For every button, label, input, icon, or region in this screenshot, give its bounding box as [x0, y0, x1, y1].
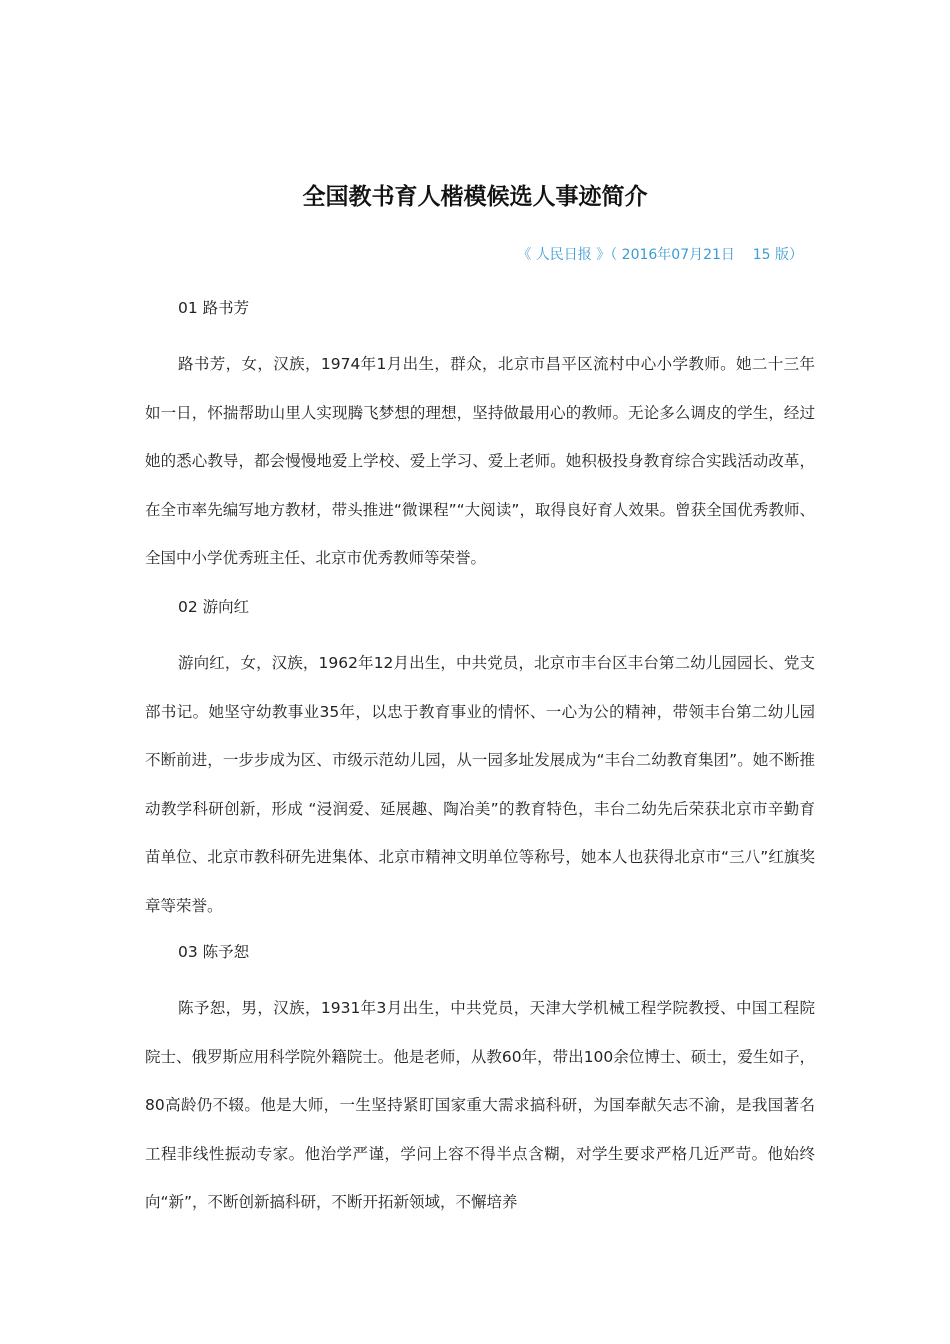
section-heading-1: 01 路书芳: [178, 299, 250, 317]
article-title: 全国教书育人楷模候选人事迹简介: [302, 184, 648, 210]
section-paragraph-1: 路书芳，女，汉族，1974年1月出生，群众，北京市昌平区流村中心小学教师。她二十三年如一日，怀揣帮助山里人实现腾飞梦想的理想，坚持做最用心的教师。无论多么调皮的学生，经过她的悉心教导，都会慢慢地爱上学校、爱上学习、爱上老师。她积极投身教育综合实践活动改革，在全市率先编写地方教材，带头推进“微课程”“大阅读”，取得良好育人效果。曾获全国优秀教师、全国中小学优秀班主任、北京市优秀教师等荣誉。: [145, 355, 815, 568]
section-heading-2: 02 游向红: [178, 598, 250, 616]
section-paragraph-3: 陈予恕，男，汉族，1931年3月出生，中共党员，天津大学机械工程学院教授、中国工程院院士、俄罗斯应用科学院外籍院士。他是老师，从教60年，带出100余位博士、硕士，爱生如子，80高龄仍不辍。他是大师，一生坚持紧盯国家重大需求搞科研，为国奉献矢志不渝，是我国著名工程非线性振动专家。他治学严谨，学问上容不得半点含糊，对学生要求严格几近严苛。他始终向“新”，不断创新搞科研，不断开拓新领域，不懈培养: [145, 999, 815, 1212]
article-source: 《 人民日报 》（ 2016年07月21日 15 版）: [517, 247, 803, 263]
section-heading-3: 03 陈予恕: [178, 943, 250, 961]
section-paragraph-2: 游向红，女，汉族，1962年12月出生，中共党员，北京市丰台区丰台第二幼儿园园长、党支部书记。她坚守幼教事业35年，以忠于教育事业的情怀、一心为公的精神，带领丰台第二幼儿园不断前进，一步步成为区、市级示范幼儿园，从一园多址发展成为“丰台二幼教育集团”。她不断推动教学科研创新，形成 “浸润爱、延展趣、陶冶美”的教育特色，丰台二幼先后荣获北京市辛勤育苗单位、北京市教科研先进集体、北京市精神文明单位等称号，她本人也获得北京市“三八”红旗奖章等荣誉。: [145, 654, 815, 915]
